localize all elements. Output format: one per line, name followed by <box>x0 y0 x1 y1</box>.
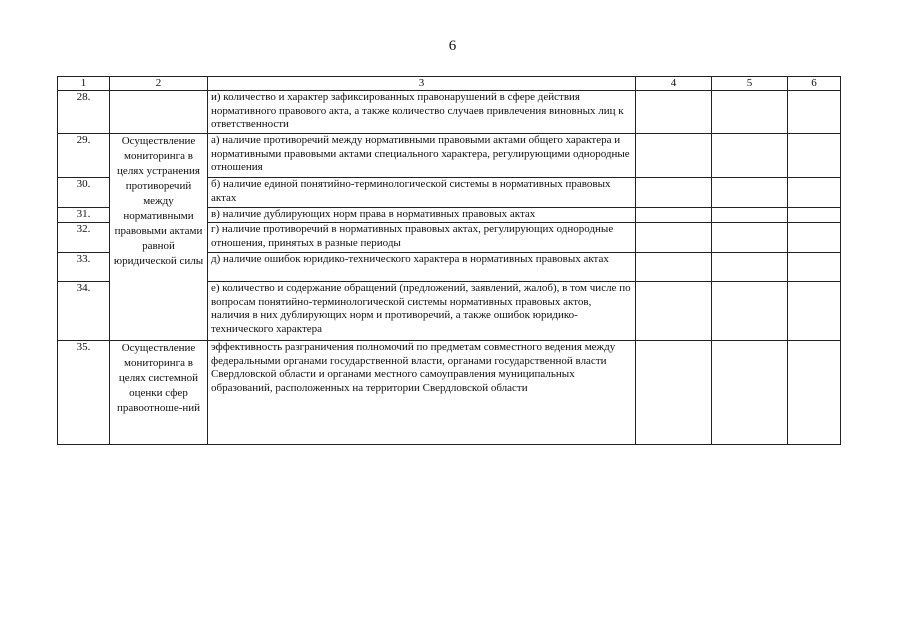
value-cell <box>636 282 712 341</box>
header-col-5: 5 <box>712 77 788 91</box>
value-cell <box>636 134 712 178</box>
value-cell <box>788 91 841 134</box>
table-row <box>58 341 841 445</box>
table-row <box>58 91 841 134</box>
value-cell <box>636 341 712 445</box>
criterion-cell: г) наличие противоречий в нормативных правовых актах, регулирующих однородные отношения, принятых в разные периоды <box>208 223 636 253</box>
value-cell <box>788 208 841 223</box>
value-cell <box>788 341 841 445</box>
row-number: 28. <box>58 91 110 134</box>
value-cell <box>788 178 841 208</box>
criterion-cell: а) наличие противоречий между нормативными правовыми актами общего характера и нормативными правовыми актами специального характера, регулирующими однородные отношения <box>208 134 636 178</box>
value-cell <box>712 223 788 253</box>
group-label-contradictions: Осуществление мониторинга в целях устранения противоречий между нормативными правовыми актами равной юридической силы <box>110 134 208 341</box>
value-cell <box>712 282 788 341</box>
header-col-1: 1 <box>58 77 110 91</box>
header-row <box>58 77 841 91</box>
value-cell <box>712 208 788 223</box>
group-cell-empty <box>110 91 208 134</box>
criterion-cell: е) количество и содержание обращений (предложений, заявлений, жалоб), в том числе по вопросам понятийно-терминологической системы нормативных правовых актов, наличия в них дублирующих норм и противоречий, а также ошибок юридико-технического характера <box>208 282 636 341</box>
value-cell <box>712 178 788 208</box>
value-cell <box>712 91 788 134</box>
value-cell <box>788 253 841 282</box>
value-cell <box>712 341 788 445</box>
header-col-6: 6 <box>788 77 841 91</box>
row-number: 30. <box>58 178 110 208</box>
group-label-systemic: Осуществление мониторинга в целях системной оценки сфер правоотноше-ний <box>110 341 208 445</box>
header-col-4: 4 <box>636 77 712 91</box>
value-cell <box>636 91 712 134</box>
monitoring-table <box>57 76 841 445</box>
criterion-cell: д) наличие ошибок юридико-технического характера в нормативных правовых актах <box>208 253 636 282</box>
criterion-cell: в) наличие дублирующих норм права в нормативных правовых актах <box>208 208 636 223</box>
value-cell <box>636 178 712 208</box>
table-row <box>58 134 841 178</box>
criterion-cell: б) наличие единой понятийно-терминологической системы в нормативных правовых актах <box>208 178 636 208</box>
row-number: 31. <box>58 208 110 223</box>
value-cell <box>788 134 841 178</box>
value-cell <box>788 223 841 253</box>
row-number: 35. <box>58 341 110 445</box>
header-col-3: 3 <box>208 77 636 91</box>
header-col-2: 2 <box>110 77 208 91</box>
criterion-cell: эффективность разграничения полномочий по предметам совместного ведения между федеральными органами государственной власти, органами государственной власти Свердловской области и органами местного самоуправления муниципальных образований, расположенных на территории Свердловской области <box>208 341 636 445</box>
value-cell <box>636 253 712 282</box>
value-cell <box>636 223 712 253</box>
row-number: 29. <box>58 134 110 178</box>
row-number: 34. <box>58 282 110 341</box>
criterion-cell: и) количество и характер зафиксированных правонарушений в сфере действия нормативного правового акта, а также количество случаев привлечения виновных лиц к ответственности <box>208 91 636 134</box>
value-cell <box>788 282 841 341</box>
value-cell <box>636 208 712 223</box>
page-number: 6 <box>448 38 457 54</box>
value-cell <box>712 134 788 178</box>
value-cell <box>712 253 788 282</box>
row-number: 32. <box>58 223 110 253</box>
row-number: 33. <box>58 253 110 282</box>
